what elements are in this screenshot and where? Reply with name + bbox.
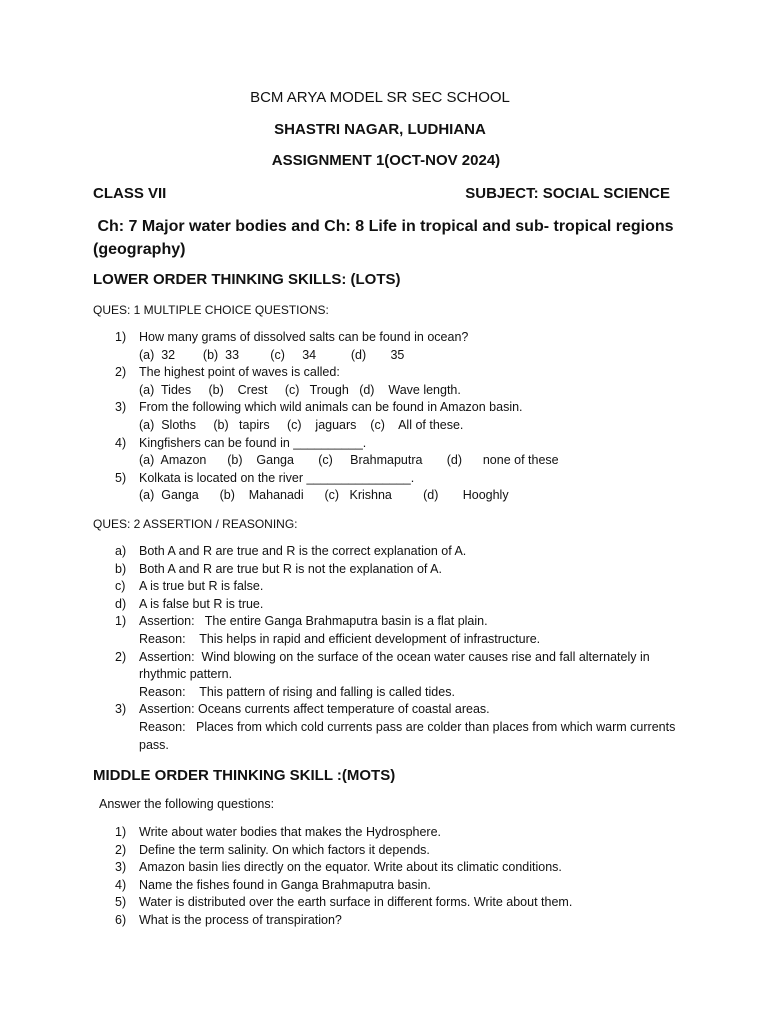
item-number: 5) bbox=[115, 895, 127, 910]
list-item bbox=[0, 578, 684, 596]
list-item bbox=[0, 912, 684, 930]
question-text: What is the process of transpiration? bbox=[139, 912, 342, 927]
reason-text: Reason: This helps in rapid and efficient development of infrastructure. bbox=[139, 631, 541, 646]
mots-instruction: Answer the following questions: bbox=[99, 797, 275, 811]
list-item bbox=[0, 399, 684, 434]
question-options: (a) Sloths (b) tapirs (c) jaguars (c) All of these. bbox=[139, 417, 464, 432]
class-label: CLASS VII bbox=[93, 185, 167, 202]
list-item bbox=[0, 435, 684, 470]
question-options: (a) Amazon (b) Ganga (c) Brahmaputra (d) none of these bbox=[139, 453, 559, 468]
question-2-title: QUES: 2 ASSERTION / REASONING: bbox=[93, 517, 298, 531]
item-number: 4) bbox=[115, 877, 127, 892]
item-number: 2) bbox=[115, 842, 127, 857]
question-1-title: QUES: 1 MULTIPLE CHOICE QUESTIONS: bbox=[93, 303, 329, 317]
item-number: c) bbox=[115, 579, 126, 594]
list-item bbox=[0, 596, 684, 614]
school-address: SHASTRI NAGAR, LUDHIANA bbox=[274, 121, 486, 138]
assignment-title: ASSIGNMENT 1(OCT-NOV 2024) bbox=[271, 152, 501, 169]
list-item bbox=[0, 842, 684, 860]
item-number: b) bbox=[115, 561, 127, 576]
lots-heading: LOWER ORDER THINKING SKILLS: (LOTS) bbox=[93, 271, 401, 288]
item-number: 2) bbox=[115, 649, 127, 664]
assertion-text: Assertion: Wind blowing on the surface of the ocean water causes rise and fall alternately in rhythmic pattern. bbox=[139, 649, 654, 682]
list-item bbox=[0, 561, 684, 579]
question-text: From the following which wild animals can be found in Amazon basin. bbox=[139, 400, 523, 415]
reason-text: Reason: Places from which cold currents pass are colder than places from which warm currents pass. bbox=[139, 719, 679, 752]
list-item bbox=[0, 543, 684, 561]
question-text: How many grams of dissolved salts can be found in ocean? bbox=[139, 330, 469, 344]
class-subject-row bbox=[93, 185, 670, 202]
list-item bbox=[0, 894, 684, 912]
item-number: 2) bbox=[115, 365, 127, 380]
subject-label: SUBJECT: SOCIAL SCIENCE bbox=[465, 185, 670, 202]
item-number: 4) bbox=[115, 435, 127, 450]
item-number: 1) bbox=[115, 614, 127, 629]
mots-heading: MIDDLE ORDER THINKING SKILL :(MOTS) bbox=[93, 767, 396, 784]
item-number: 6) bbox=[115, 912, 127, 927]
list-item bbox=[0, 701, 684, 754]
list-item bbox=[0, 859, 684, 877]
question-text: The highest point of waves is called: bbox=[139, 365, 340, 380]
list-item bbox=[0, 877, 684, 895]
item-number: 5) bbox=[115, 470, 127, 485]
list-item bbox=[0, 329, 684, 364]
question-options: (a) Ganga (b) Mahanadi (c) Krishna (d) Hooghly bbox=[139, 488, 509, 503]
question-text: Define the term salinity. On which factors it depends. bbox=[139, 842, 430, 857]
school-name: BCM ARYA MODEL SR SEC SCHOOL bbox=[250, 89, 510, 106]
question-text: Amazon basin lies directly on the equator. Write about its climatic conditions. bbox=[139, 860, 562, 875]
mcq-list bbox=[0, 329, 684, 505]
list-item bbox=[0, 613, 684, 648]
item-number: 3) bbox=[115, 400, 127, 415]
reason-text: Reason: This pattern of rising and falling is called tides. bbox=[139, 684, 455, 699]
item-number: a) bbox=[115, 544, 127, 558]
list-item bbox=[0, 470, 684, 505]
question-options: (a) 32 (b) 33 (c) 34 (d) 35 bbox=[139, 347, 405, 362]
question-text: Water is distributed over the earth surface in different forms. Write about them. bbox=[139, 895, 573, 910]
question-text: Write about water bodies that makes the Hydrosphere. bbox=[139, 825, 442, 839]
option-text: A is false but R is true. bbox=[139, 596, 264, 611]
item-number: 1) bbox=[115, 825, 127, 839]
item-number: 1) bbox=[115, 330, 127, 344]
assertion-reasoning-list bbox=[0, 543, 684, 754]
item-number: 3) bbox=[115, 702, 127, 717]
question-text: Name the fishes found in Ganga Brahmaputra basin. bbox=[139, 877, 431, 892]
assertion-text: Assertion: Oceans currents affect temperature of coastal areas. bbox=[139, 702, 490, 717]
question-text: Kolkata is located on the river _______________. bbox=[139, 470, 415, 485]
option-text: A is true but R is false. bbox=[139, 579, 264, 594]
list-item bbox=[0, 364, 684, 399]
mots-question-list bbox=[0, 824, 684, 930]
item-number: d) bbox=[115, 596, 127, 611]
option-text: Both A and R are true but R is not the explanation of A. bbox=[139, 561, 442, 576]
list-item bbox=[0, 824, 684, 842]
chapter-title: Ch: 7 Major water bodies and Ch: 8 Life in tropical and sub- tropical regions (geography) bbox=[93, 218, 678, 258]
list-item bbox=[0, 649, 684, 702]
item-number: 3) bbox=[115, 860, 127, 875]
option-text: Both A and R are true and R is the correct explanation of A. bbox=[139, 544, 467, 558]
assertion-text: Assertion: The entire Ganga Brahmaputra basin is a flat plain. bbox=[139, 614, 488, 629]
question-options: (a) Tides (b) Crest (c) Trough (d) Wave length. bbox=[139, 382, 461, 397]
question-text: Kingfishers can be found in __________. bbox=[139, 435, 367, 450]
